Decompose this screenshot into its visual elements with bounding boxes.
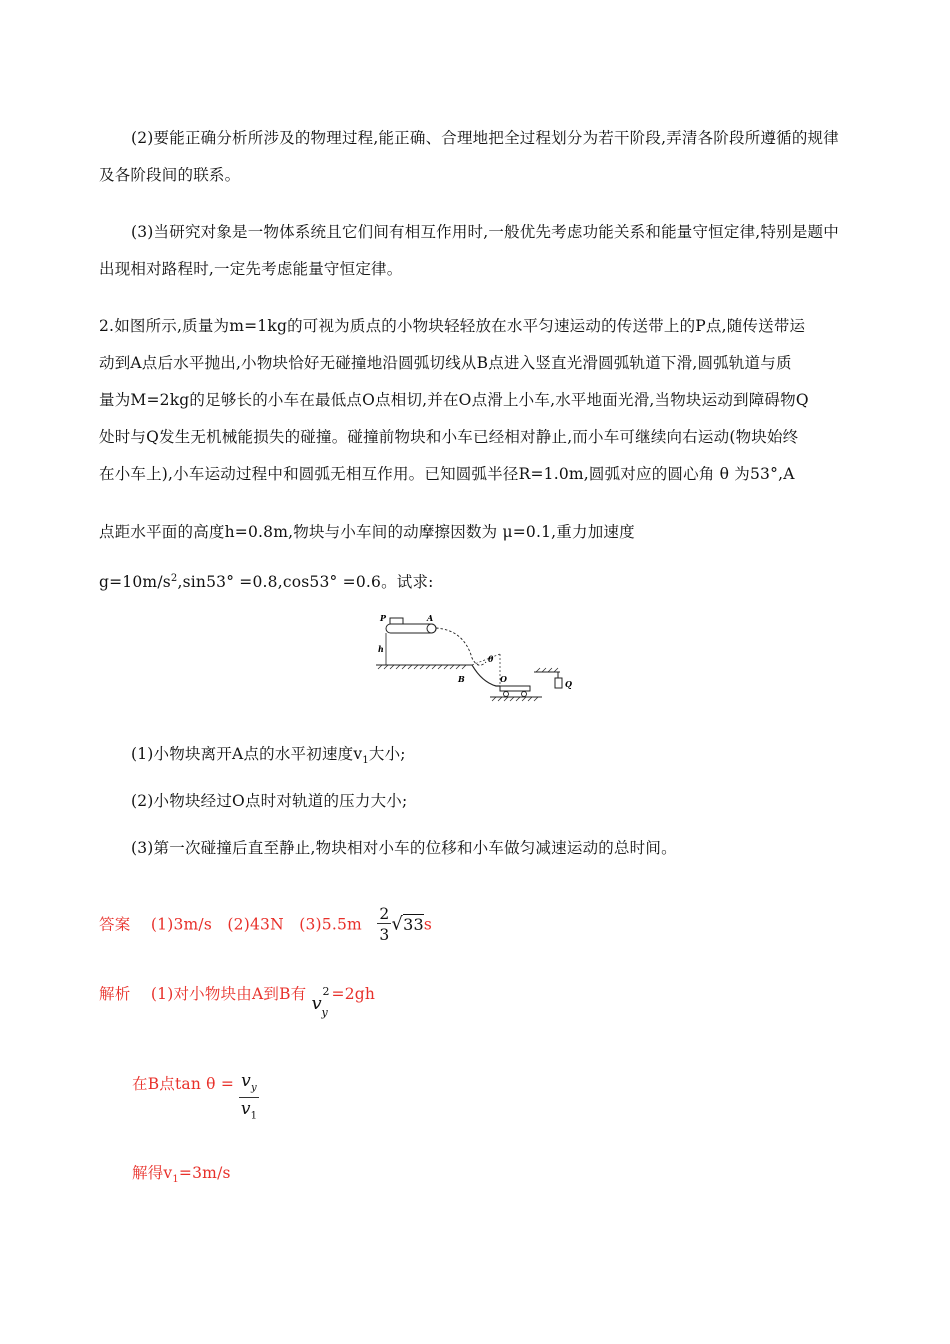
answer-fraction: $\frac{2}{3}$: [379, 905, 390, 944]
arc-track: [472, 665, 500, 686]
gravity-exponent: 2: [170, 573, 178, 584]
label-B: B: [458, 674, 465, 684]
analysis-step-2: 在B点tan θ = $\frac{v_y}{v_1}$: [132, 1066, 259, 1122]
left-ground-hatch: [378, 665, 466, 669]
gravity-value: g=10m/s: [99, 573, 171, 592]
label-h: h: [378, 644, 384, 654]
analysis-step-3: 解得$v_1=3m/s$: [132, 1164, 231, 1186]
cart: [500, 686, 530, 691]
cart-wheel-right: [522, 692, 527, 697]
label-O: O: [500, 674, 507, 684]
obstacle-Q: [555, 678, 562, 688]
paragraph-3: (3)当研究对象是一物体系统且它们间有相互作用时,一般优先考虑功能关系和能量守恒定律,特别是题中出现相对路程时,一定先考虑能量守恒定律。: [99, 223, 839, 278]
radius-line-1: [472, 654, 500, 665]
answer: [99, 905, 432, 946]
question-line-6: 点距水平面的高度h=0.8m,物块与小车间的动摩擦因数为 μ=0.1,重力加速度: [99, 523, 635, 541]
sqrt-symbol: √: [391, 913, 404, 935]
answer-2: (2)43N: [227, 915, 284, 934]
question-line-3: 量为M=2kg的足够长的小车在最低点O点相切,并在O点滑上小车,水平地面光滑,当物块运动到障碍物Q: [99, 391, 809, 409]
tan-fraction: $\frac{v_y}{v_1}$: [240, 1071, 258, 1122]
label-Q: Q: [565, 679, 572, 689]
label-P: P: [380, 613, 387, 623]
ceiling-hatch: [536, 668, 558, 672]
physics-diagram: [374, 610, 574, 720]
analysis-step-1: 解析 (1)对小物块由A到B有 v y 2 =2gh: [99, 985, 376, 1019]
lower-ground-hatch: [492, 697, 538, 701]
block: [390, 618, 403, 624]
paragraph-2: (2)要能正确分析所涉及的物理过程,能正确、合理地把全过程划分为若干阶段,弄清各阶段所遵循的规律及各阶段间的联系。: [99, 129, 839, 184]
question-line-7: [99, 560, 434, 601]
trajectory: [436, 628, 486, 665]
trig-values: ,sin53° =0.8,cos53° =0.6。试求:: [177, 573, 434, 592]
conveyor-roller: [427, 624, 436, 633]
sub-question-1: (1)小物块离开A点的水平初速度$v_1$大小;: [131, 745, 406, 767]
answer-unit: s: [423, 915, 433, 934]
analysis-label: 解析: [99, 985, 131, 1003]
question-line-4: 处时与Q发生无机械能损失的碰撞。碰撞前物块和小车已经相对静止,而小车可继续向右运动(物块始终: [99, 428, 799, 446]
label-theta: θ: [488, 654, 494, 664]
cart-wheel-left: [504, 692, 509, 697]
sub-question-3: (3)第一次碰撞后直至静止,物块相对小车的位移和小车做匀减速运动的总时间。: [131, 839, 677, 857]
sub-question-2: (2)小物块经过O点时对轨道的压力大小;: [131, 792, 408, 810]
answer-label: 答案: [99, 915, 131, 934]
question-line-5: 在小车上),小车运动过程中和圆弧无相互作用。已知圆弧半径R=1.0m,圆弧对应的圆心角 θ 为53°,A: [99, 465, 795, 483]
answer-3: (3)5.5m: [299, 915, 362, 934]
answer-sqrt-value: 33: [403, 914, 424, 934]
label-A: A: [427, 613, 434, 623]
answer-1: (1)3m/s: [150, 915, 213, 934]
question-line-2: 动到A点后水平抛出,小物块恰好无碰撞地沿圆弧切线从B点进入竖直光滑圆弧轨道下滑,圆弧轨道与质: [99, 354, 792, 372]
question-line-1: 2.如图所示,质量为m=1kg的可视为质点的小物块轻轻放在水平匀速运动的传送带上的P点,随传送带运: [99, 317, 806, 335]
